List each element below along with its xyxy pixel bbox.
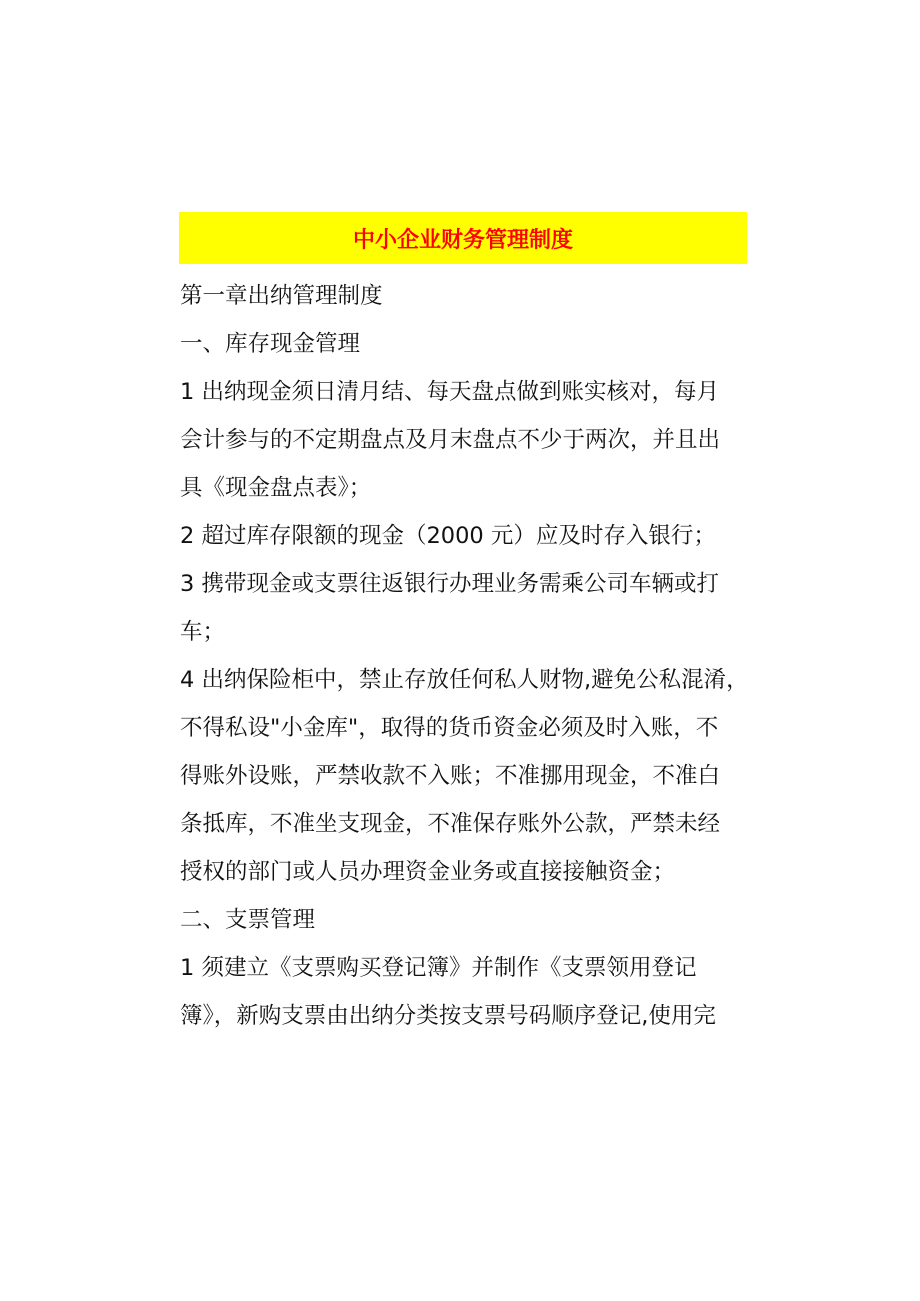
paragraph-line: 3 携带现金或支票往返银行办理业务需乘公司车辆或打 (180, 571, 719, 597)
paragraph-line: 得账外设账，严禁收款不入账；不准挪用现金，不准白 (180, 763, 721, 789)
paragraph-line: 车； (180, 619, 226, 645)
paragraph-line: 不得私设"小金库"，取得的货币资金必须及时入账，不 (180, 715, 719, 741)
title-banner (179, 212, 747, 264)
paragraph-line: 会计参与的不定期盘点及月末盘点不少于两次，并且出 (180, 427, 721, 453)
paragraph-line: 4 出纳保险柜中，禁止存放任何私人财物,避免公私混淆， (180, 667, 749, 693)
paragraph-line: 授权的部门或人员办理资金业务或直接接触资金； (180, 859, 676, 885)
paragraph-line: 簿》，新购支票由出纳分类按支票号码顺序登记,使用完 (180, 1003, 716, 1029)
paragraph-line: 2 超过库存限额的现金（2000 元）应及时存入银行； (180, 523, 716, 549)
section-heading-cash: 一、库存现金管理 (180, 331, 361, 357)
document-title: 中小企业财务管理制度 (352, 227, 573, 253)
document-body (180, 272, 750, 1040)
paragraph-line: 条抵库，不准坐支现金，不准保存账外公款，严禁未经 (180, 811, 721, 837)
paragraph-line: 1 出纳现金须日清月结、每天盘点做到账实核对，每月 (180, 379, 719, 405)
paragraph-line: 具《现金盘点表》； (180, 475, 372, 501)
paragraph-line: 1 须建立《支票购买登记簿》并制作《支票领用登记 (180, 955, 697, 981)
chapter-heading: 第一章出纳管理制度 (180, 283, 383, 309)
section-heading-cheque: 二、支票管理 (180, 907, 316, 933)
